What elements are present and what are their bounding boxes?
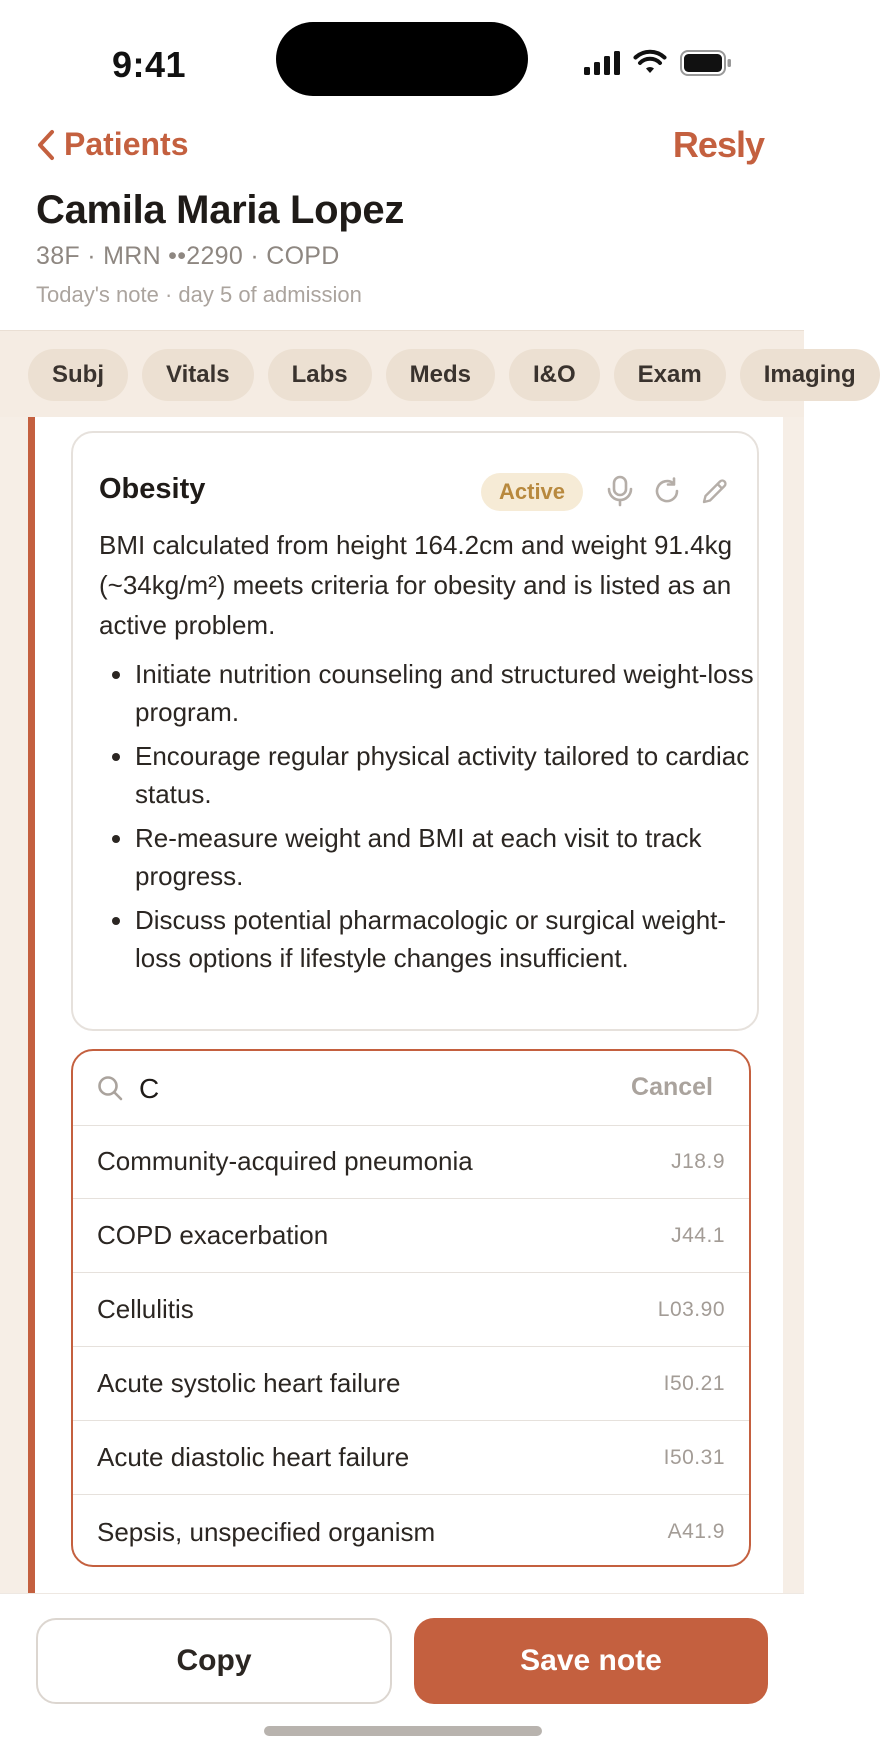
result-code: I50.21 (663, 1371, 725, 1395)
plan-list (99, 655, 771, 983)
result-name: Acute systolic heart failure (97, 1368, 401, 1398)
search-result-item[interactable] (73, 1421, 749, 1495)
wifi-icon (634, 51, 666, 75)
microphone-icon[interactable] (607, 475, 633, 507)
tab-labs[interactable]: Labs (268, 349, 372, 401)
problem-card (71, 431, 759, 1031)
battery-icon (680, 50, 732, 76)
tab-meds[interactable]: Meds (386, 349, 495, 401)
result-code: A41.9 (667, 1520, 725, 1543)
card-actions (607, 475, 729, 507)
patient-meta: 38F · MRN ••2290 · COPD (36, 242, 340, 270)
cancel-button[interactable]: Cancel (631, 1073, 713, 1101)
plan-item: • Initiate nutrition counseling and structured weight-loss program. (135, 655, 771, 731)
status-time: 9:41 (112, 44, 187, 85)
tab-io[interactable]: I&O (509, 349, 600, 401)
result-name: Acute diastolic heart failure (97, 1442, 410, 1472)
plan-item: • Discuss potential pharmacologic or surgical weight-loss options if lifestyle changes insufficient. (135, 901, 771, 977)
refresh-icon[interactable] (653, 477, 681, 505)
search-result-item[interactable] (73, 1347, 749, 1421)
back-button[interactable] (36, 126, 188, 163)
cellular-signal-icon (584, 51, 620, 75)
plan-item: • Encourage regular physical activity tailored to cardiac status. (135, 737, 771, 813)
back-button-label: Patients (64, 126, 189, 162)
search-input[interactable] (139, 1069, 579, 1109)
status-badge: Active (481, 473, 583, 511)
brand-logo: Resly (672, 124, 764, 165)
search-result-item[interactable] (73, 1125, 749, 1199)
tab-vitals[interactable]: Vitals (142, 349, 254, 401)
save-note-button[interactable]: Save note (414, 1618, 768, 1704)
search-result-item[interactable] (73, 1199, 749, 1273)
result-name: Sepsis, unspecified organism (97, 1516, 436, 1547)
result-code: I50.31 (663, 1445, 725, 1469)
bottom-action-bar (0, 1593, 804, 1749)
note-context: Today's note · day 5 of admission (36, 282, 362, 307)
status-icons (584, 50, 732, 76)
plan-item: • Re-measure weight and BMI at each visit to track progress. (135, 819, 771, 895)
pencil-icon[interactable] (701, 477, 729, 505)
chevron-left-icon (36, 129, 56, 161)
patient-name: Camila Maria Lopez (36, 188, 405, 232)
search-result-item[interactable] (73, 1495, 749, 1569)
problem-title: Obesity (99, 473, 206, 505)
result-name: Community-acquired pneumonia (97, 1146, 473, 1176)
diagnosis-search (71, 1049, 751, 1567)
tab-exam[interactable]: Exam (614, 349, 726, 401)
section-tabs (28, 349, 880, 401)
dynamic-island (276, 22, 528, 96)
problem-summary: BMI calculated from height 164.2cm and weight 91.4kg (~34kg/m²) meets criteria for obesity and is listed as an active problem. (99, 530, 733, 640)
copy-button[interactable]: Copy (36, 1618, 392, 1704)
result-name: Cellulitis (97, 1294, 194, 1324)
result-code: L03.90 (657, 1297, 725, 1321)
tab-imaging[interactable]: Imaging (740, 349, 880, 401)
section-tab-bar (0, 330, 856, 418)
result-name: COPD exacerbation (97, 1220, 329, 1250)
search-header (73, 1051, 749, 1126)
search-result-item[interactable] (73, 1273, 749, 1347)
search-results (73, 1125, 749, 1569)
tab-subj[interactable]: Subj (28, 349, 128, 401)
assessment-plan-section (28, 417, 783, 1593)
note-content (0, 417, 804, 1593)
result-code: J18.9 (671, 1149, 725, 1173)
search-icon (97, 1075, 123, 1101)
result-code: J44.1 (671, 1223, 725, 1247)
home-indicator[interactable] (264, 1726, 542, 1736)
